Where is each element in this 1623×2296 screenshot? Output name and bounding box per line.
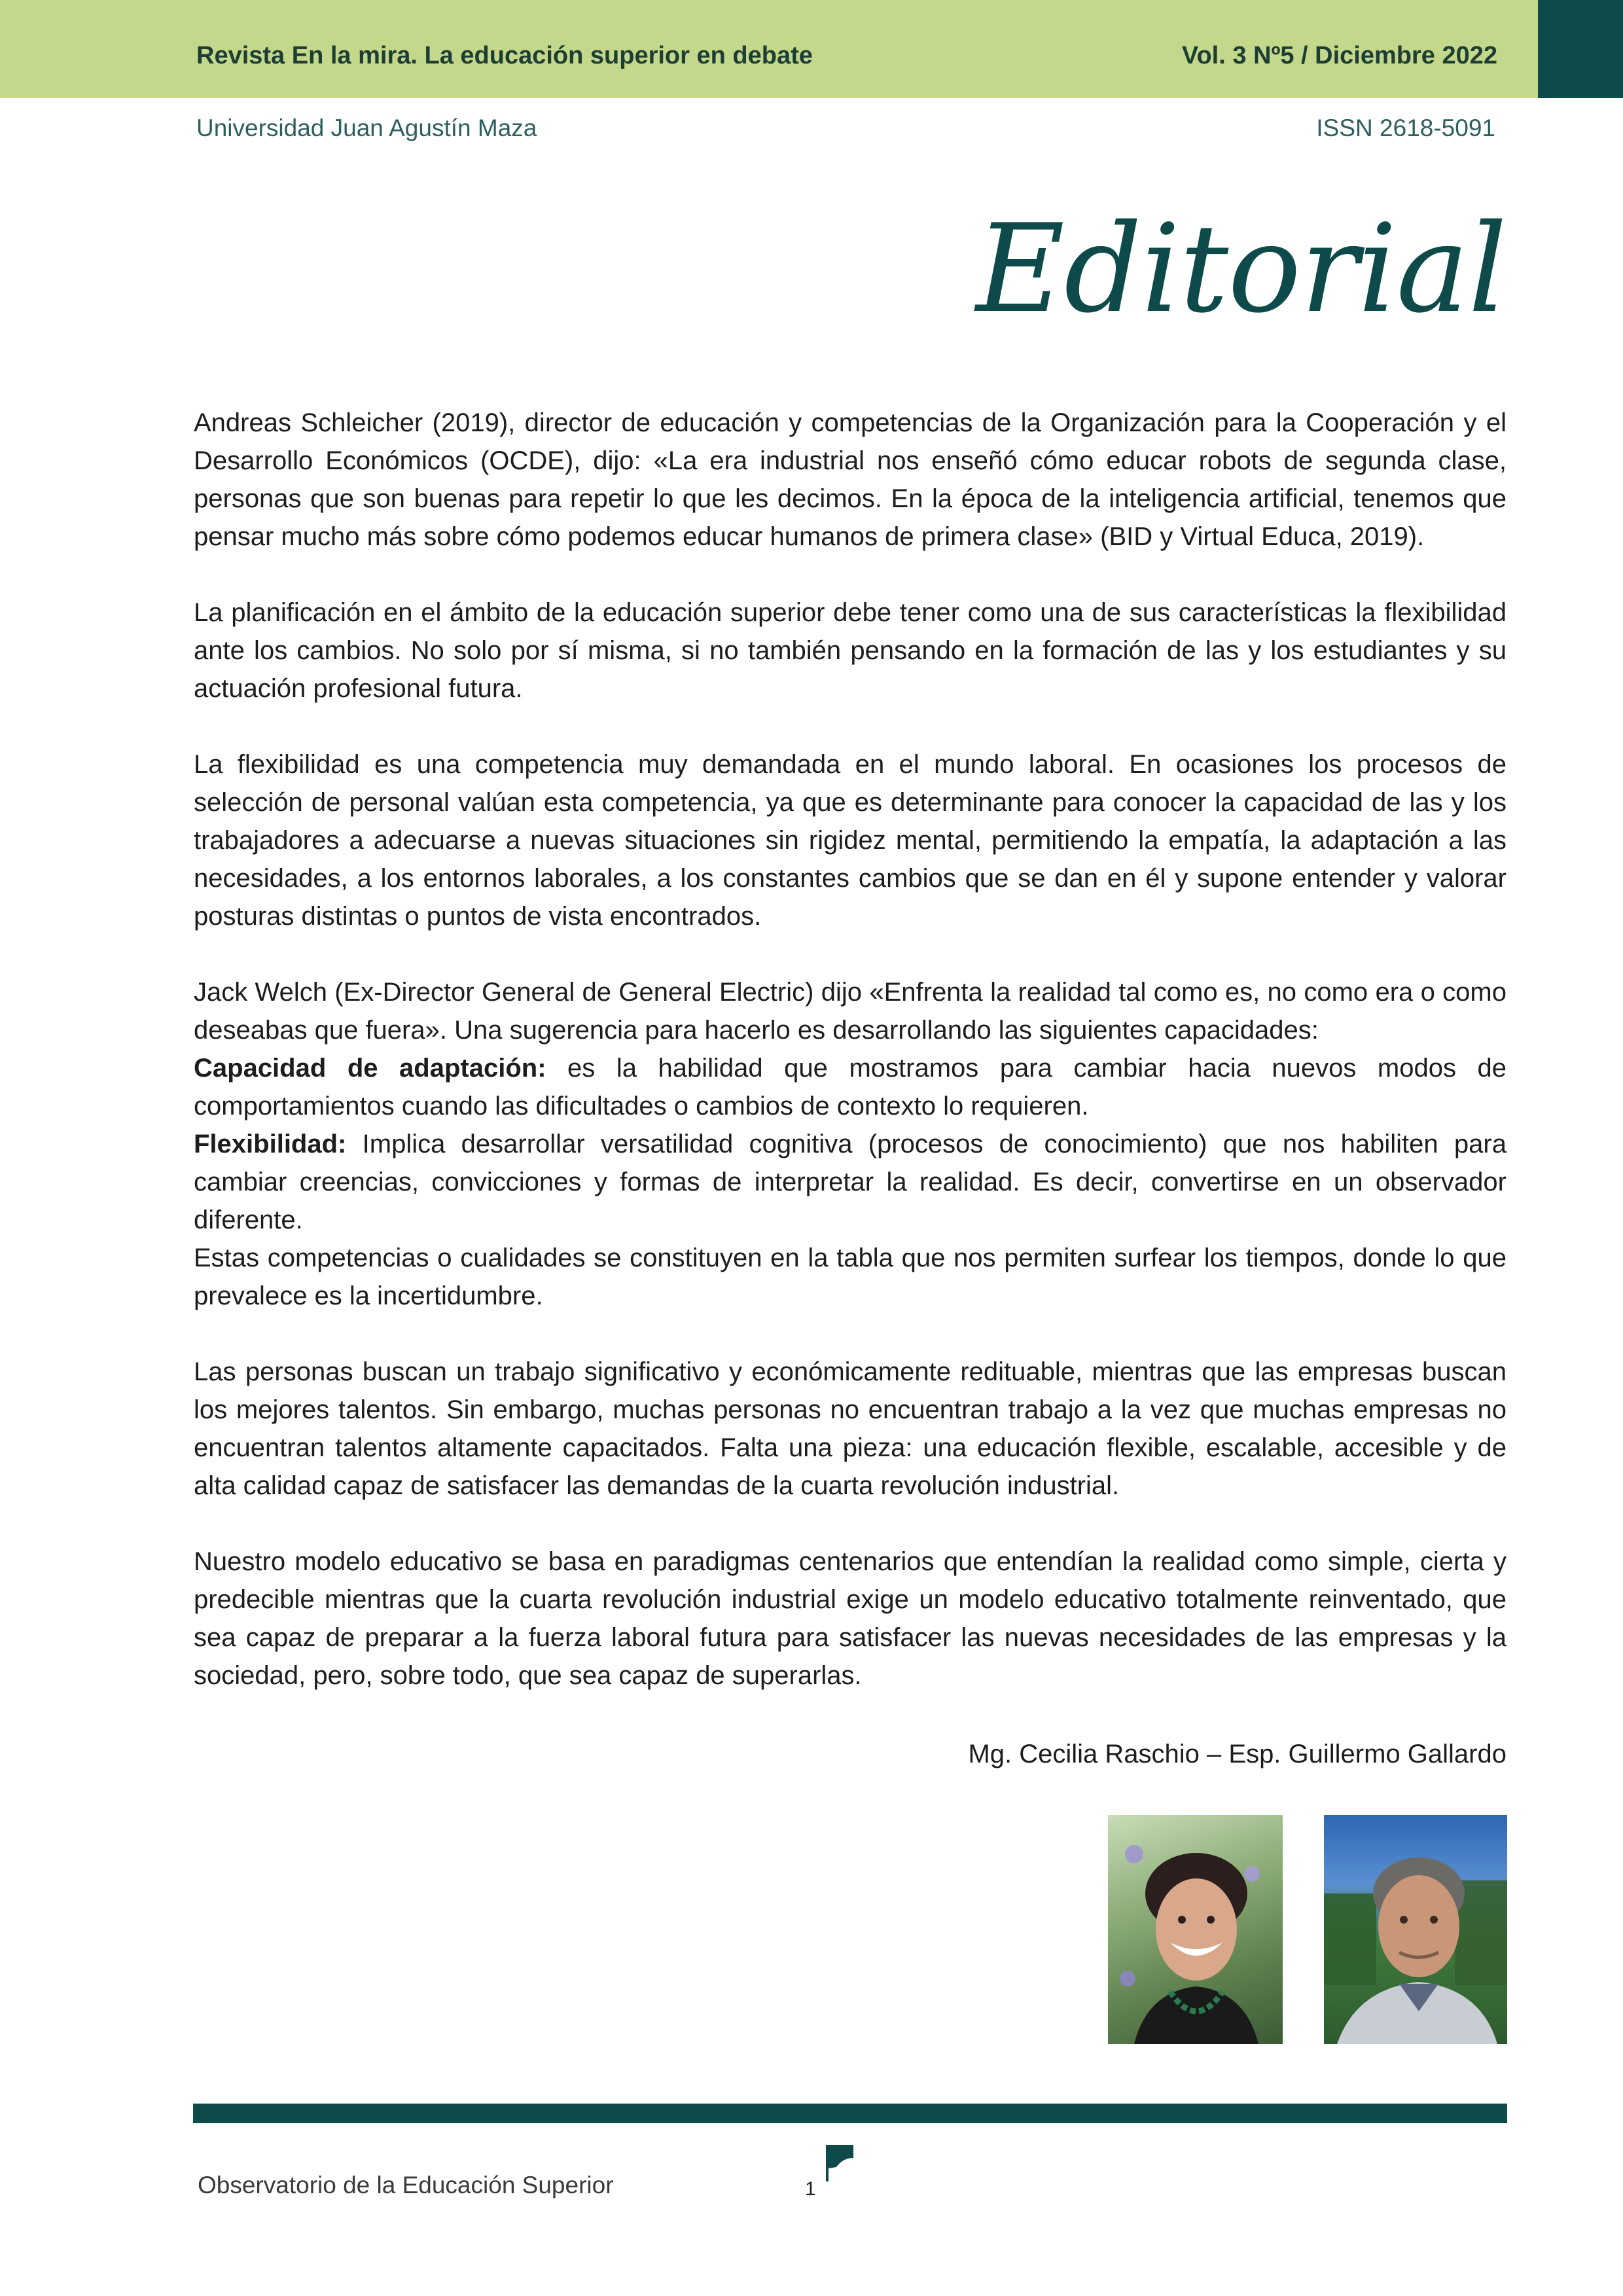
- capacity-adaptation: [194, 1049, 1507, 1125]
- author-signature: Mg. Cecilia Raschio – Esp. Guillermo Gallardo: [968, 1740, 1507, 1768]
- paragraph-3: La flexibilidad es una competencia muy demandada en el mundo laboral. En ocasiones los procesos de selección de personal valúan esta competencia, ya que es determinante para conocer la capacidad de las y los trabajadores a adecuarse a nuevas situaciones sin rigidez mental, permitiendo la empatía, la adaptación a las necesidades, a los entornos laborales, a los constantes cambios que se dan en él y supone entender y valorar posturas distintas o puntos de vista encontrados.: [194, 750, 1507, 931]
- article-body: [194, 404, 1507, 1732]
- university-name: Universidad Juan Agustín Maza: [196, 115, 537, 141]
- paragraph-7: Nuestro modelo educativo se basa en paradigmas centenarios que entendían la realidad como simple, cierta y predecible mientras que la cuarta revolución industrial exige un modelo educativo totalmente reinventado, que sea capaz de preparar a la fuerza laboral futura para satisfacer las nuevas necesidades de las empresas y la sociedad, pero, sobre todo, que sea capaz de superarlas.: [194, 1547, 1507, 1690]
- flag-icon: [823, 2144, 856, 2183]
- paragraph-4: Jack Welch (Ex-Director General de General Electric) dijo «Enfrenta la realidad tal como es, no como era o como deseabas que fuera». Una sugerencia para hacerlo es desarrollando las siguientes capacidades:: [194, 978, 1507, 1045]
- capacity-flexibility-label: Flexibilidad:: [194, 1130, 347, 1158]
- capacity-adaptation-text: es la habilidad que mostramos para cambiar hacia nuevos modos de comportamientos cuando las dificultades o cambios de contexto lo requieren.: [194, 1054, 1507, 1121]
- paragraph-1: Andreas Schleicher (2019), director de educación y competencias de la Organización para la Cooperación y el Desarrollo Económicos (OCDE), dijo: «La era industrial nos enseñó cómo educar robots de segunda clase, personas que son buenas para repetir lo que les decimos. En la época de la inteligencia artificial, tenemos que pensar mucho más sobre cómo podemos educar humanos de primera clase» (BID y Virtual Educa, 2019).: [194, 408, 1507, 551]
- author-photo-gallardo: [1324, 1815, 1507, 2044]
- journal-title: Revista En la mira. La educación superior en debate: [196, 42, 813, 69]
- author-photo-raschio: [1108, 1815, 1283, 2044]
- capacity-flexibility-text: Implica desarrollar versatilidad cognitiva (procesos de conocimiento) que nos habiliten para cambiar creencias, convicciones y formas de interpretar la realidad. Es decir, convertirse en un observador diferente.: [194, 1130, 1507, 1234]
- issue-label: Vol. 3 Nº5 / Diciembre 2022: [1181, 42, 1497, 69]
- capacity-flexibility: [194, 1125, 1507, 1239]
- footer-bar: [193, 2104, 1507, 2123]
- issn-label: ISSN 2618-5091: [1316, 115, 1495, 141]
- page-title: Editorial: [976, 198, 1507, 340]
- paragraph-5: Estas competencias o cualidades se constituyen en la tabla que nos permiten surfear los tiempos, donde lo que prevalece es la incertidumbre.: [194, 1244, 1507, 1310]
- footer-observatory: Observatorio de la Educación Superior: [198, 2172, 614, 2198]
- page-number: 1: [805, 2178, 816, 2200]
- paragraph-2: La planificación en el ámbito de la educación superior debe tener como una de sus características la flexibilidad ante los cambios. No solo por sí misma, si no también pensando en la formación de las y los estudiantes y su actuación profesional futura.: [194, 598, 1507, 703]
- capacity-adaptation-label: Capacidad de adaptación:: [194, 1054, 546, 1083]
- header-corner-block: [1538, 0, 1623, 98]
- paragraph-6: Las personas buscan un trabajo significativo y económicamente redituable, mientras que las empresas buscan los mejores talentos. Sin embargo, muchas personas no encuentran trabajo a la vez que muchas empresas no encuentran talentos altamente capacitados. Falta una pieza: una educación flexible, escalable, accesible y de alta calidad capaz de satisfacer las demandas de la cuarta revolución industrial.: [194, 1357, 1507, 1500]
